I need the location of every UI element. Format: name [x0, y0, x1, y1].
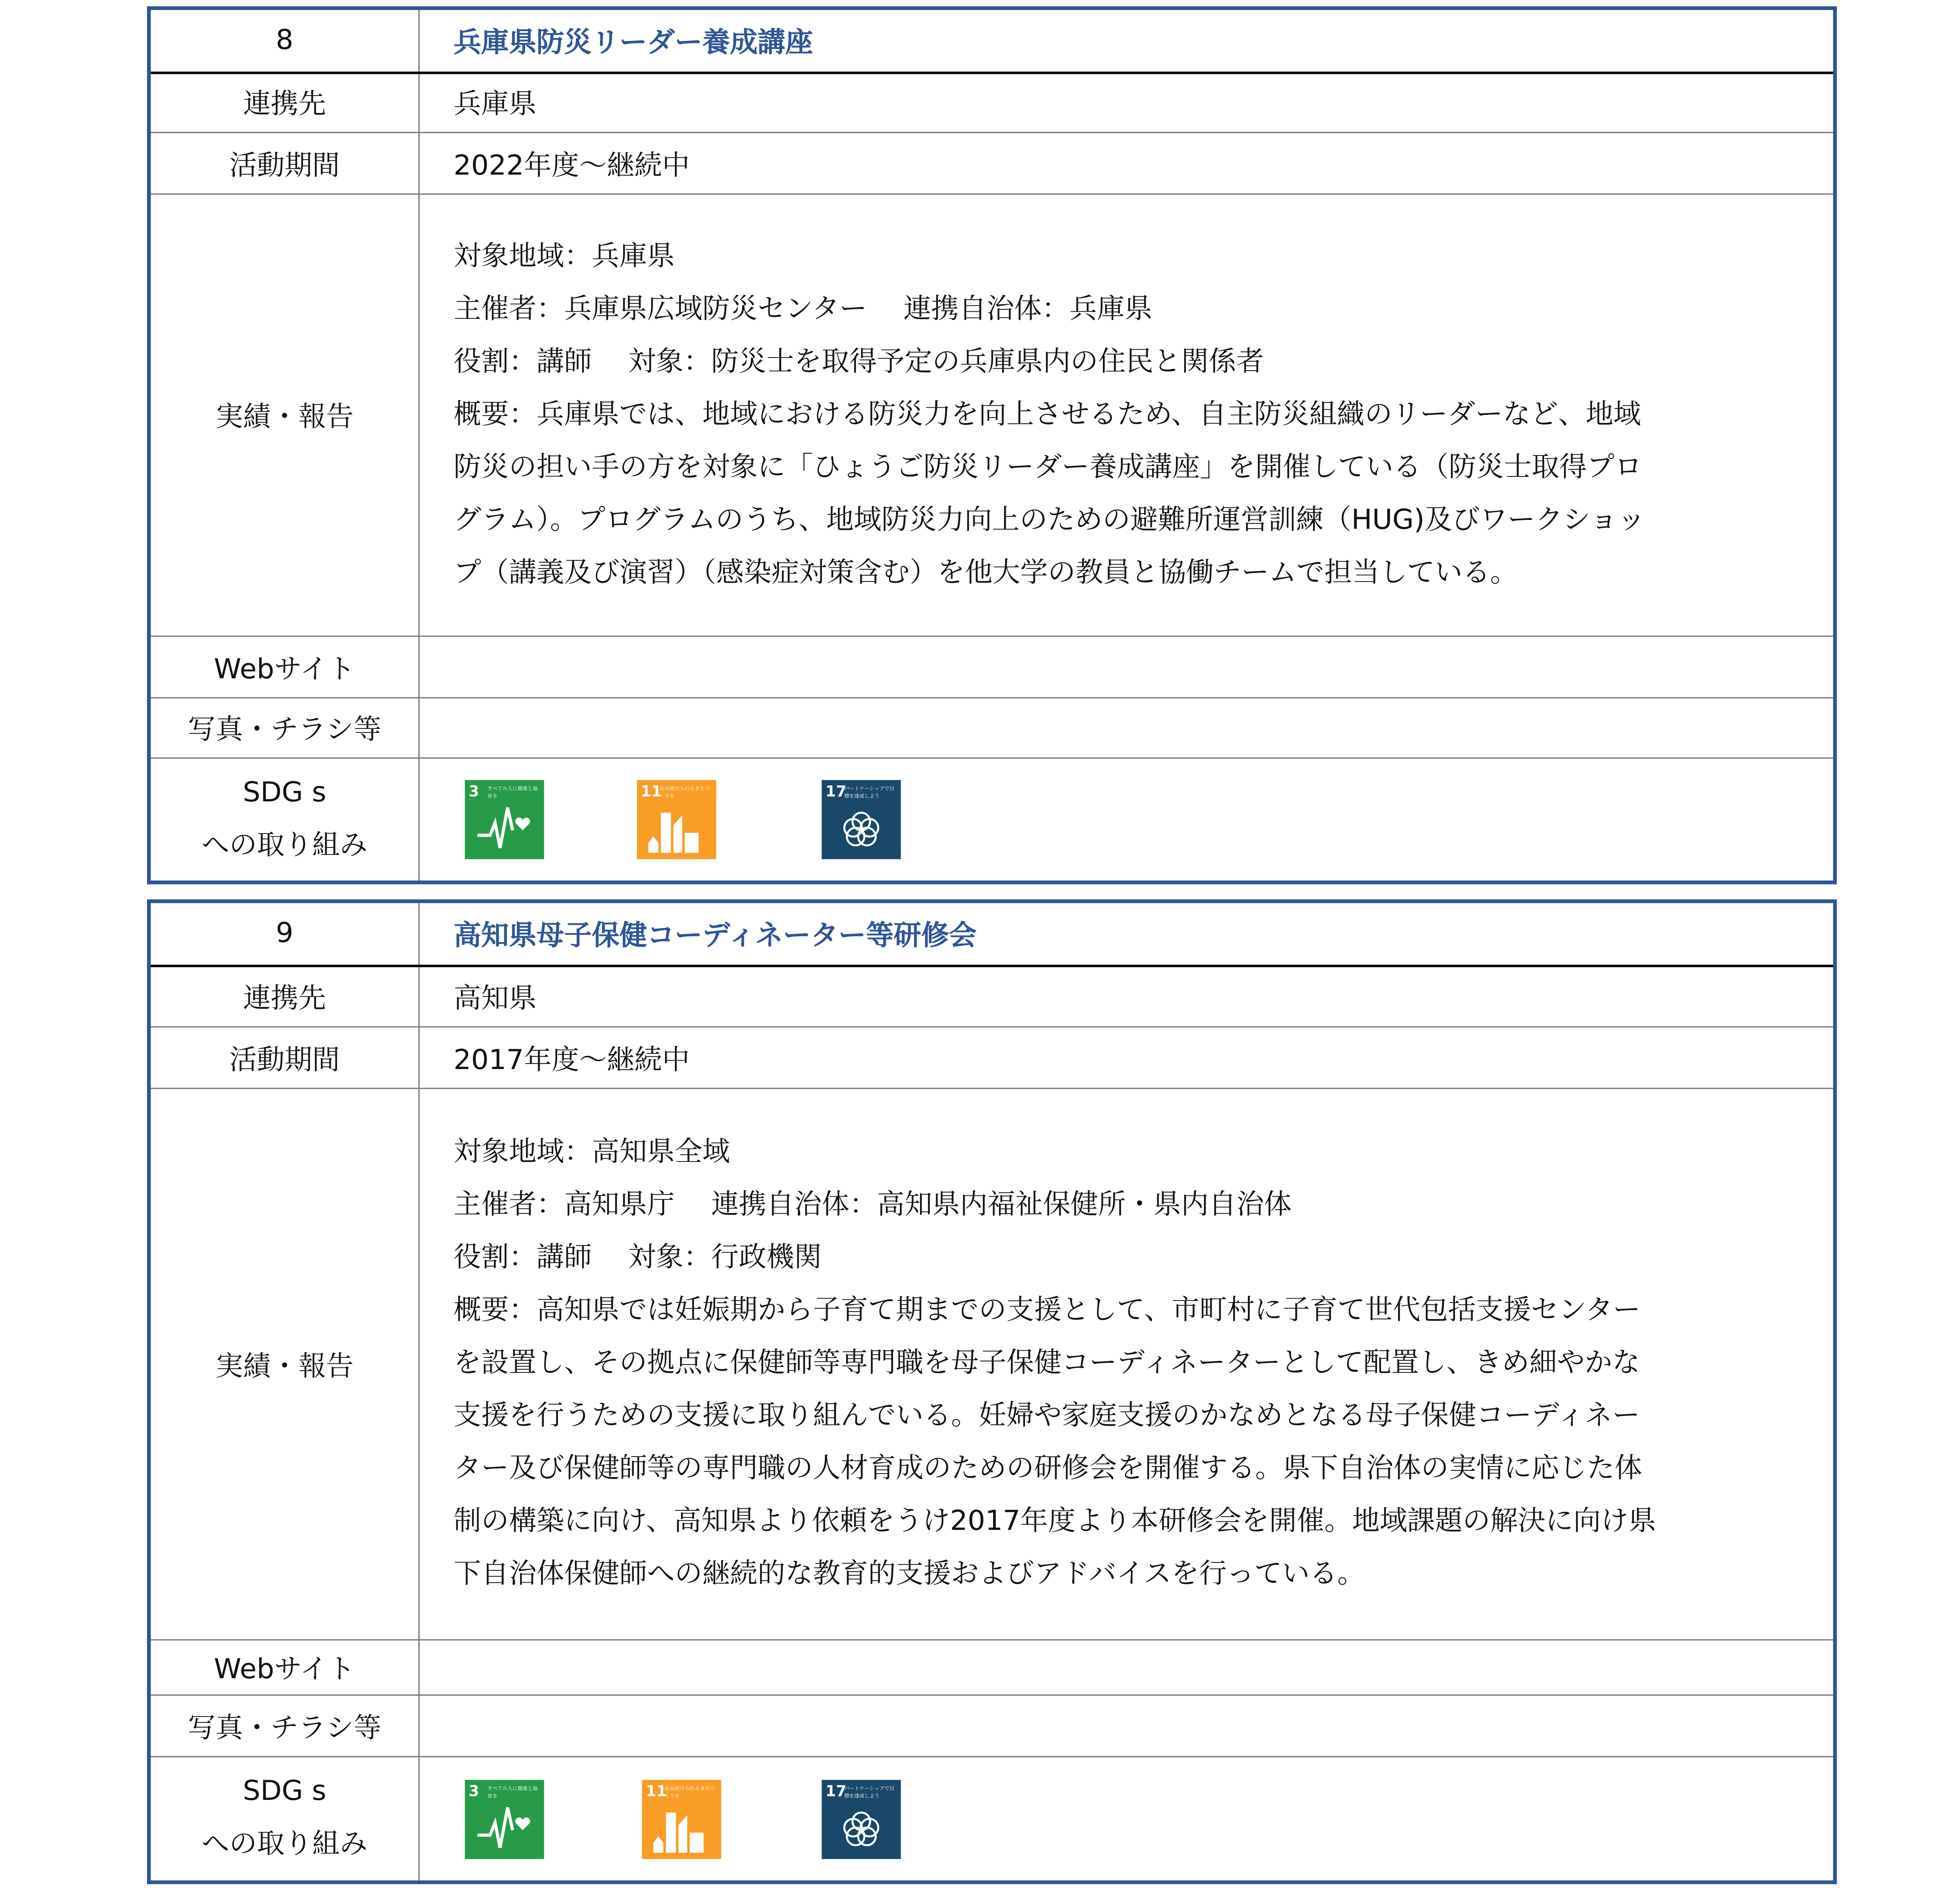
- sdg-number: 11: [646, 1782, 667, 1800]
- sdg-number: 17: [825, 782, 847, 800]
- sdg-goal-17-badge: [822, 780, 901, 859]
- report-value: [419, 1088, 1835, 1640]
- sdg-number: 17: [825, 1782, 847, 1800]
- report-line: プ（講義及び演習）（感染症対策含む）を他大学の教員と協働チームで担当している。: [453, 557, 1518, 589]
- report-line: 対象地域：高知県全域: [453, 1137, 730, 1168]
- report-line: 制の構築に向け、高知県より依頼をうけ2017年度より本研修会を開催。地域課題の解決に向け県: [453, 1506, 1656, 1538]
- website-value: [419, 636, 1835, 698]
- report-line: 概要：兵庫県では、地域における防災力を向上させるため、自主防災組織のリーダーなど、地域: [453, 399, 1641, 430]
- entry-title: 高知県母子保健コーディネーター等研修会: [419, 901, 1835, 965]
- partner-label: 連携先: [149, 965, 419, 1027]
- sdg-goal-11-badge: [637, 780, 716, 859]
- sdg-caption: パートナーシップで目標を達成しよう: [844, 1784, 895, 1798]
- report-line: 主催者：高知県庁 連携自治体：高知県内福祉保健所・県内自治体: [453, 1189, 1292, 1221]
- report-text: [454, 1094, 1833, 1634]
- activity-card: [147, 900, 1837, 1884]
- sdgs-label: [149, 1757, 419, 1882]
- sdg-number: 11: [641, 782, 662, 800]
- report-line: 防災の担い手の方を対象に「ひょうご防災リーダー養成講座」を開催している（防災士取得プロ: [453, 452, 1642, 483]
- card-header-row: [149, 8, 1835, 72]
- report-text: [454, 198, 1833, 632]
- sdg-number: 3: [468, 1782, 479, 1800]
- sdgs-label-line2: への取り組み: [202, 1829, 368, 1860]
- partner-row: [149, 72, 1835, 133]
- report-line: 主催者：兵庫県広域防災センター 連携自治体：兵庫県: [453, 293, 1152, 325]
- photos-row: [149, 698, 1835, 758]
- sdg-goal-3-badge: [465, 780, 544, 859]
- partner-label: 連携先: [149, 72, 419, 133]
- entry-title: 兵庫県防災リーダー養成講座: [419, 8, 1835, 72]
- partner-row: [149, 965, 1835, 1027]
- period-row: [149, 132, 1835, 194]
- website-label: Webサイト: [149, 1640, 419, 1695]
- sdgs-label-line1: SDG s: [243, 777, 326, 809]
- photos-row: [149, 1695, 1835, 1757]
- report-line: を設置し、その拠点に保健師等専門職を母子保健コーディネーターとして配置し、きめ細やかな: [453, 1348, 1640, 1380]
- report-row: [149, 194, 1835, 636]
- period-value: 2022年度～継続中: [419, 132, 1835, 194]
- website-value: [419, 1640, 1835, 1695]
- sdg-goal-3-badge: [465, 1779, 544, 1858]
- sdg-caption: 住み続けられるまちづくりを: [660, 785, 710, 799]
- sdg-caption: 住み続けられるまちづくりを: [664, 1784, 715, 1798]
- photos-value: [419, 698, 1835, 758]
- sdgs-label: [149, 758, 419, 883]
- report-line: グラム）。プログラムのうち、地域防災力向上のための避難所運営訓練（HUG)及びワークショッ: [453, 504, 1645, 536]
- sdg-caption: パートナーシップで目標を達成しよう: [844, 785, 895, 799]
- website-label: Webサイト: [149, 636, 419, 698]
- report-line: 支援を行うための支援に取り組んでいる。妊婦や家庭支援のかなめとなる母子保健コーディネー: [453, 1400, 1640, 1432]
- report-line: 概要：高知県では妊娠期から子育て期までの支援として、市町村に子育て世代包括支援センター: [453, 1295, 1641, 1327]
- sdgs-label-line1: SDG s: [243, 1776, 326, 1808]
- period-label: 活動期間: [149, 132, 419, 194]
- partner-value: 高知県: [419, 965, 1835, 1027]
- sdgs-value: [419, 758, 1835, 883]
- entry-number: 9: [149, 901, 419, 965]
- sdgs-label-line2: への取り組み: [202, 830, 368, 861]
- report-row: [149, 1088, 1835, 1640]
- photos-label: 写真・チラシ等: [149, 698, 419, 758]
- report-line: 下自治体保健師への継続的な教育的支援およびアドバイスを行っている。: [453, 1559, 1365, 1591]
- report-line: ター及び保健師等の専門職の人材育成のための研修会を開催する。県下自治体の実情に応じた体: [453, 1453, 1642, 1485]
- report-label: 実績・報告: [149, 1088, 419, 1640]
- entry-number: 8: [149, 8, 419, 72]
- report-value: [419, 194, 1835, 636]
- photos-value: [419, 1695, 1835, 1757]
- sdg-caption: すべての人に健康と福祉を: [487, 785, 538, 799]
- partner-value: 兵庫県: [419, 72, 1835, 133]
- card-header-row: [149, 901, 1835, 965]
- sdgs-row: [149, 758, 1835, 883]
- sdg-goal-11-badge: [642, 1779, 721, 1858]
- period-label: 活動期間: [149, 1027, 419, 1088]
- sdgs-value: [419, 1757, 1835, 1882]
- report-line: 対象地域：兵庫県: [453, 240, 675, 272]
- report-line: 役割：講師 対象：行政機関: [453, 1242, 822, 1274]
- sdg-number: 3: [468, 782, 479, 800]
- sdg-goal-17-badge: [822, 1779, 901, 1858]
- sdg-caption: すべての人に健康と福祉を: [487, 1784, 538, 1798]
- sdgs-row: [149, 1757, 1835, 1882]
- report-line: 役割：講師 対象：防災士を取得予定の兵庫県内の住民と関係者: [453, 346, 1264, 378]
- activity-card: [147, 6, 1837, 884]
- period-value: 2017年度～継続中: [419, 1027, 1835, 1088]
- report-label: 実績・報告: [149, 194, 419, 636]
- photos-label: 写真・チラシ等: [149, 1695, 419, 1757]
- website-row: [149, 1640, 1835, 1695]
- website-row: [149, 636, 1835, 698]
- period-row: [149, 1027, 1835, 1088]
